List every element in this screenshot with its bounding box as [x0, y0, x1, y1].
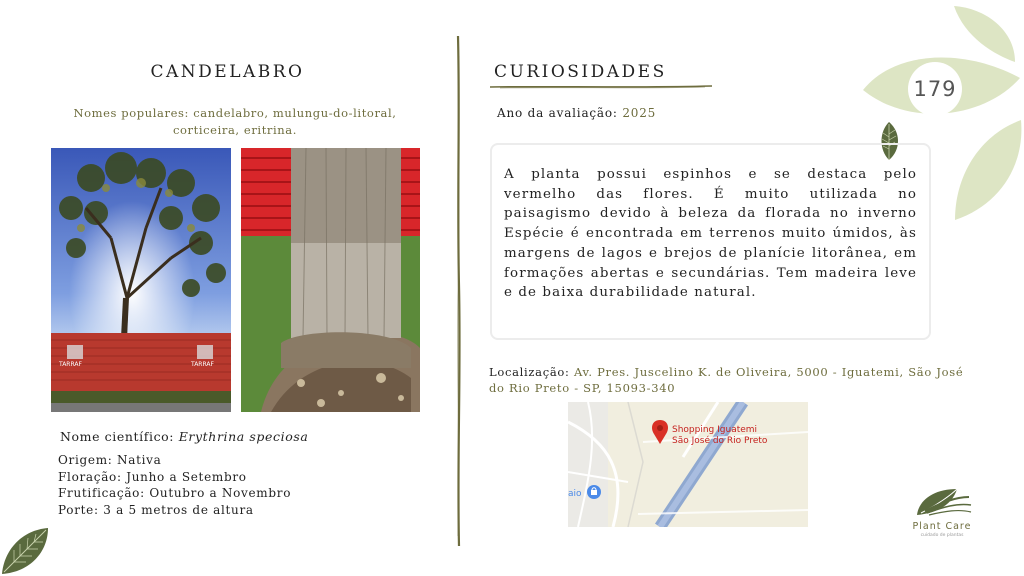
logo-name: Plant Care — [912, 521, 972, 532]
fact-size: Porte: 3 a 5 metros de altura — [58, 502, 254, 517]
trunk-photo — [241, 148, 420, 412]
description-text: A planta possui espinhos e se destaca pelo vermelho das flores. É muito utilizada no paisagismo devido à beleza da florada no inverno Espécie é encontrada em terrenos muito úmidos, às margens de lagos e brejos de planície litorânea, em formações abertas e secundárias. Tem madeira leve e de baixa durabilidade natural. — [504, 167, 917, 301]
map-side-label: aio — [568, 489, 582, 499]
fence-sign-2: TARRAF — [191, 361, 214, 368]
location-label: Localização: — [489, 365, 574, 379]
shopping-bag-icon — [587, 485, 601, 499]
location-map[interactable] — [568, 402, 808, 527]
scientific-name-line — [60, 429, 308, 444]
map-pin-label-2: São José do Rio Preto — [672, 436, 768, 446]
map-pin-label-1: Shopping Iguatemi — [672, 425, 758, 435]
fact-origin: Origem: Nativa — [58, 453, 162, 467]
year-label: Ano da avaliação: — [497, 106, 623, 120]
page-number: 179 — [913, 77, 957, 101]
popular-names: Nomes populares: candelabro, mulungu-do-litoral, corticeira, eritrina. — [73, 106, 397, 137]
fence-sign: TARRAF — [59, 361, 82, 368]
vertical-divider — [452, 36, 466, 546]
year-value: 2025 — [622, 106, 657, 120]
fact-fruiting: Frutificação: Outubro a Novembro — [58, 486, 292, 501]
location — [489, 365, 974, 396]
location-value: Av. Pres. Juscelino K. de Oliveira, 5000 - Iguatemi, São José do Rio Preto - SP, 15093-340 — [489, 365, 964, 395]
tree-photo — [51, 148, 231, 412]
bottom-leaf-icon — [0, 520, 56, 576]
scientific-name: Erythrina speciosa — [178, 429, 309, 444]
plant-title: CANDELABRO — [150, 62, 305, 82]
plant-facts — [58, 452, 291, 518]
scientific-label: Nome científico: — [60, 429, 179, 444]
title-underline — [490, 84, 712, 90]
logo-subtitle: cuidado de plantas — [920, 533, 964, 538]
description-card — [490, 143, 931, 340]
fact-flowering: Floração: Junho a Setembro — [58, 469, 247, 484]
evaluation-year — [497, 106, 656, 120]
section-title: CURIOSIDADES — [494, 62, 667, 82]
